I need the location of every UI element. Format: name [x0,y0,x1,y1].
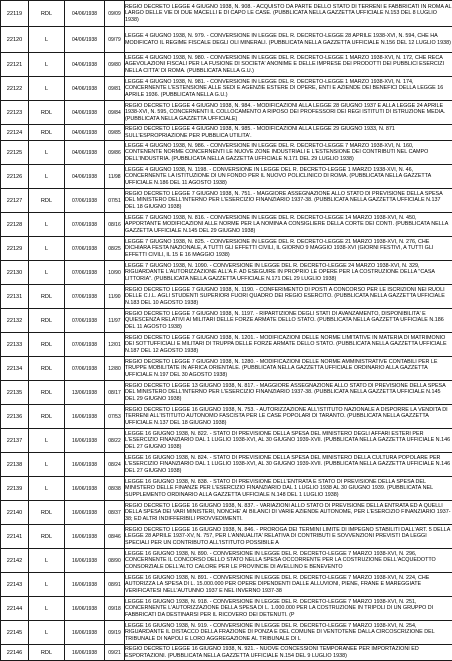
table-row [1,27,452,53]
record-description-text: LEGGE 16 GIUGNO 1938, N. 822. - STATO DI PREVISIONE DELLA SPESA DEL MINISTERO DEGLI AFFARI ESTERI PER L'ESERCIZIO FINANZIARIO DAL 1 LUGLIO 1938-XVI, AL 30 GIUGNO 1939-XVII. (PUBBLICATA NELLA GAZZETTA UFFICIALE N.146 DEL 27 GIUGNO 1938) [125,431,452,451]
record-type: RDL [29,357,65,381]
table-row [1,309,452,333]
record-description [125,285,452,309]
record-number: 22121 [1,53,29,77]
record-description-text: LEGGE 16 GIUGNO 1938, N. 891. - CONVERSIONE IN LEGGE DEL R. DECRETO-LEGGE 7 MARZO 1938-XVI, N. 224, CHE AUTORIZZA LA SPESA DI L. 15.000.000 PER OPERE DIPENDENTI DALLE ALLUVIONI, PIENE, FRANE E MAREGGIATE VERIFICATESI NELL'AUTUNNO 1937 E NEL INVERNO 1937-38 [125,575,452,595]
record-type: L [29,213,65,237]
record-date: 04/06/1938 [65,1,105,27]
record-description-text: LEGGE 4 GIUGNO 1938, N. 980. - CONVERSIONE IN LEGGE DEL R. DECRETO-LEGGE 1 MARZO 1938-XVI, N. 172, CHE RECA AGEVOLAZIONI FISCALI PER LA FUSIONE DI SOCIETA' ANONIME E DELLE IMPRESE DEI PRODOTTI DEI PUBBLICI ESERCIZI NELLA CITTA' DI ROMA. (PUBBLICATA NELLA G.U.) [125,55,452,75]
table-row [1,357,452,381]
record-type: RDL [29,101,65,125]
record-code: 08/25 [105,237,125,261]
record-date: 04/06/1938 [65,101,105,125]
record-code: 09/18 [105,597,125,621]
record-type: RDL [29,333,65,357]
record-description-text: REGIO DECRETO LEGGE 4 GIUGNO 1938, N. 908. - ACQUISTO DA PARTE DELLO STATO DI TERRENI E FABBRICATI IN ROMA AL LARGO DELLE VIE DI DUE MACELLI E DI CAPO LE CASE. (PUBBLICATA NELLA GAZZETTA UFFICIALE N.153 DEL 8 LUGLIO 1938) [125,4,452,24]
record-description [125,381,452,405]
record-number: 22127 [1,189,29,213]
table-row [1,125,452,141]
record-code: 09/86 [105,141,125,165]
record-number: 22141 [1,525,29,549]
record-code: 08/22 [105,429,125,453]
record-type: L [29,549,65,573]
record-description-text: REGIO DECRETO LEGGE 16 GIUGNO 1938, N. 837. - VARIAZIONI ALLO STATO DI PREVISIONE DELLA ENTRATA ED A QUELLI DELLA SPESA DEI VARI MINISTERI, NONCHE' AI BILANCI DI VARIE AZIENDE AUTONOME, PER L'ESERCIZIO FINANZIARIO 1937-38; ED ALTRI INDIFFERIBILI PROVVEDIMENTI. [125,503,452,523]
record-date: 16/06/1938 [65,549,105,573]
record-number: 22124 [1,125,29,141]
table-row [1,261,452,285]
record-description-text: REGIO DECRETO LEGGE 7 GIUGNO 1938, N. 1280. - MODIFICAZIONI DELLE NORME AMMINISTRATIVE CONTABILI PER LE TRUPPE MOBILITATE IN AFRICA ORIENTALE. (PUBBLICATA NELLA GAZZETTA UFFICIALE ORDINARIO ALLA GAZZETTA UFFICIALE N.197 DEL 30 AGOSTO 1938) [125,359,452,379]
record-description-text: LEGGE 16 GIUGNO 1938, N. 918. - CONVERSIONE IN LEGGE DEL R. DECRETO-LEGGE 7 MARZO 1938-XVI, N. 251, CONCERNENTE L'AUTORIZZAZIONE DELLA SPESA DI L. 1.000.000 PER LA COSTRUZIONE IN TRIPOLI DI UN GRUPPO DI FABBRICATI DA DESTINARSI PER IL RICOVERO DEI DETENUTI. (P [125,599,452,619]
record-description-text: REGIO DECRETO LEGGE 7 GIUGNO 1938, N. 1201. - MODIFICAZIONI DELLE NORME LIMITATIVE IN MATERIA DI MATRIMONIO DEI SOTTUFFICIALI E MILITARI DI TRUPPA DELLE FORZE ARMATE DELLO STATO. (PUBBLICATA NELLA GAZZETTA UFFICIALE N.187 DEL 12 AGOSTO 1938) [125,335,452,355]
record-description-text: REGIO DECRETO LEGGE 7 GIUGNO 1938, N. 1197. - RIPARTIZIONE DEGLI STATI DI AVANZAMENTO, DISPONIBILITA' E QUIESCENZA RELATIVI AI MILITARI DELLE FORZE ARMATE DELLO STATO. (PUBBLICATA NELLA GAZZETTA UFFICIALE N.186 DEL 11 AGOSTO 1938) [125,311,452,331]
record-description [125,77,452,101]
table-row [1,477,452,501]
table-row [1,77,452,101]
record-description [125,237,452,261]
record-date: 04/06/1938 [65,125,105,141]
record-type: RDL [29,125,65,141]
record-type: L [29,597,65,621]
record-type: L [29,237,65,261]
record-date: 04/06/1938 [65,27,105,53]
record-description [125,27,452,53]
table-row [1,645,452,661]
record-description [125,621,452,645]
record-description [125,597,452,621]
record-code: 08/16 [105,213,125,237]
record-date: 16/06/1938 [65,573,105,597]
record-date: 16/06/1938 [65,525,105,549]
record-date: 07/06/1938 [65,285,105,309]
record-date: 16/06/1938 [65,453,105,477]
record-description [125,213,452,237]
record-description-text: REGIO DECRETO LEGGE 7 GIUGNO 1938, N. 1190. - CONFERIMENTO DI POSTI A CONCORSO PER LE ISCRIZIONI NEI RUOLI DELLE C.I.L. AGLI STUDENTI SUPERIORI FUORI QUADRO DEI REGIO ESERCITO. (PUBBLICATA NELLA GAZZETTA UFFICIALE N.183 DEL 10 AGOSTO 1938) [125,287,452,307]
record-description [125,477,452,501]
record-date: 07/06/1938 [65,189,105,213]
table-row [1,101,452,125]
record-number: 22146 [1,645,29,661]
record-description [125,501,452,525]
record-date: 16/06/1938 [65,501,105,525]
record-description [125,101,452,125]
record-description [125,357,452,381]
record-description-text: REGIO DECRETO LEGGE 7 GIUGNO 1938, N. 751. - MAGGIORE ASSEGNAZIONE ALLO STATO DI PREVISIONE DELLA SPESA DEL MINISTERO DELL'INTERNO PER L'ESERCIZIO FINANZIARIO 1937-38. (PUBBLICATA NELLA GAZZETTA UFFICIALE N.137 DEL 18 GIUGNO 1938) [125,191,452,211]
table-row [1,573,452,597]
table-row [1,189,452,213]
record-code: 12/01 [105,333,125,357]
record-description-text: LEGGE 16 GIUGNO 1938, N. 824. - STATO DI PREVISIONE DELLA SPESA DEL MINISTERO DELLA CULTURA POPOLARE PER L'ESERCIZIO FINANZIARIO DAL 1 LUGLIO 1938-XVI, AL 30 GIUGNO 1939-XVII. (PUBBLICATA NELLA GAZZETTA UFFICIALE N.146 DEL 27 GIUGNO 1938) [125,455,452,475]
record-type: RDL [29,645,65,661]
record-description-text: LEGGE 4 GIUGNO 1938, N. 981. - CONVERSIONE IN LEGGE DEL R. DECRETO-LEGGE 1 MARZO 1938-XVI, N. 174, CONCERNENTE L'ESTENSIONE ALLE SEDI E AGENZIE ESTERE DI OPERE, ENTI E AZIENDE DEI BENEFICI DELLA LEGGE 16 APRILE 1936. (PUBBLICATA NELLA G.U.) [125,79,452,99]
record-description [125,189,452,213]
record-description-text: LEGGE 4 GIUGNO 1938, N. 979. - CONVERSIONE IN LEGGE DEL R. DECRETO-LEGGE 28 APRILE 1938-XVI, N. 594, CHE HA MODIFICATO IL REGIME FISCALE DEGLI OLI MINERALI. (PUBBLICATA NELLA GAZZETTA UFFICIALE N.156 DEL 12 LUGLIO 1938) [125,33,452,46]
record-number: 22137 [1,429,29,453]
record-number: 22125 [1,141,29,165]
record-number: 22120 [1,27,29,53]
record-number: 22122 [1,77,29,101]
record-type: L [29,165,65,189]
record-type: RDL [29,285,65,309]
record-description-text: REGIO DECRETO LEGGE 16 GIUGNO 1938, N. 753. - AUTORIZZAZIONE ALL'ISTITUTO NAZIONALE A DISPORRE LA VENDITA DI TERRENI ALL'ISTITUTO AUTONOMO FASCISTA PER LE CASE POPOLARI DI TARANTO. (PUBBLICATA NELLA GAZZETTA UFFICIALE N.137 DEL 18 GIUGNO 1938) [125,407,452,427]
record-type: L [29,429,65,453]
record-description [125,141,452,165]
record-type: L [29,53,65,77]
record-code: 07/53 [105,405,125,429]
record-number: 22133 [1,333,29,357]
record-date: 16/06/1938 [65,405,105,429]
record-date: 07/06/1938 [65,237,105,261]
record-description [125,333,452,357]
record-description-text: LEGGE 7 GIUGNO 1938, N. 1090. - CONVERSIONE IN LEGGE DEL R. DECRETO-LEGGE 24 MARZO 1938-XVI, N. 329, RIGUARDANTE L'AUTORIZZAZIONE ALL'A.F. AD ESEGUIRE IN PROPRIO LE OPERE PER LA COSTRUZIONE DELLA "CASA LITTORIA". (PUBBLICATA NELLA GAZZETTA UFFICIALE N.171 DEL 29 LUGLIO 1938) [125,263,452,283]
record-type: L [29,573,65,597]
record-description-text: LEGGE 4 GIUGNO 1938, N. 986. - CONVERSIONE IN LEGGE DEL R. DECRETO-LEGGE 7 MARZO 1938-XVI, N. 160, CONTENENTE NORME CONCERNENTI LE NUOVE ZONE INDUSTRIALI E L'ESTENSIONE DEI CONTRIBUTI NEL CAMPO DELL'INDUSTRIA. (PUBBLICATA NELLA GAZZETTA UFFICIALE N.171 DEL 29 LUGLIO 1938) [125,143,452,163]
table-row [1,453,452,477]
record-code: 09/09 [105,1,125,27]
record-date: 04/06/1938 [65,53,105,77]
record-description [125,429,452,453]
record-number: 22128 [1,213,29,237]
table-row [1,501,452,525]
record-date: 04/06/1938 [65,77,105,101]
record-code: 08/91 [105,573,125,597]
record-number: 22135 [1,381,29,405]
record-number: 22140 [1,501,29,525]
record-type: L [29,77,65,101]
record-code: 08/90 [105,549,125,573]
record-code: 09/81 [105,77,125,101]
record-date: 16/06/1938 [65,429,105,453]
record-code: 09/85 [105,125,125,141]
record-code: 08/17 [105,381,125,405]
record-type: RDL [29,381,65,405]
record-description [125,261,452,285]
record-description [125,549,452,573]
record-type: RDL [29,1,65,27]
table-row [1,53,452,77]
record-type: RDL [29,501,65,525]
record-description-text: LEGGE 4 GIUGNO 1938, N. 1198. - CONVERSIONE IN LEGGE DEL R. DECRETO-LEGGE 1 MARZO 1938-XVI, N. 46, CONCERNENTE LA ISTITUZIONE DI UN FONDO PER IL NUOVO POLICLINICO DI ROMA. (PUBBLICATA NELLA GAZZETTA UFFICIALE N.186 DEL 11 AGOSTO 1938) [125,167,452,187]
record-code: 09/19 [105,621,125,645]
record-date: 13/06/1938 [65,381,105,405]
record-type: RDL [29,525,65,549]
record-description-text: REGIO DECRETO LEGGE 4 GIUGNO 1938, N. 985. - MODIFICAZIONI ALLA LEGGE 29 GIUGNO 1933, N. 871 SULL'ESPROPRIAZIONE PER PUBBLICA UTILITA'. [125,126,452,139]
record-description-text: REGIO DECRETO LEGGE 4 GIUGNO 1938, N. 984. - MODIFICAZIONI ALLA LEGGE 28 GIUGNO 1937 E ALLA LEGGE 24 APRILE 1938-XVI, N. 595, CONCERNENTI IL COLLOCAMENTO A RIPOSO DEI PROFESSORI DEI REGI ISTITUTI DI ISTRUZIONE MEDIA. (PUBBLICATA NELLA GAZZETTA UFFICIALE) [125,103,452,123]
record-description-text: REGIO DECRETO LEGGE 16 GIUGNO 1938, N. 846. - PROROGA DEI TERMINI LIMITE DI IMPEGNO STABILITI DALL'ART. 5 DELLA LEGGE 28 APRILE 1937-XV, N. 757, PER L'ANNUALITA' RELATIVA DI CONTRIBUTI E SOVVENZIONI PREVISTI DA LEGGI SPECIALI PER UN CONTRIBUTO ALL'ISTITUTO POSSIBILE A [125,527,452,547]
record-code: 08/46 [105,525,125,549]
record-date: 16/06/1938 [65,621,105,645]
record-date: 07/06/1938 [65,357,105,381]
record-type: L [29,621,65,645]
record-description-text: REGIO DECRETO LEGGE 13 GIUGNO 1938, N. 817. - MAGGIORE ASSEGNAZIONE ALLO STATO DI PREVISIONE DELLA SPESA DEL MINISTERO DELL'INTERNO PER L'ESERCIZIO FINANZIARIO 1937-38. (PUBBLICATA NELLA GAZZETTA UFFICIALE N.145 DEL 29 GIUGNO 1938) [125,383,452,403]
table-row [1,549,452,573]
record-code: 12/80 [105,357,125,381]
record-number: 22132 [1,309,29,333]
record-description [125,525,452,549]
record-description [125,405,452,429]
record-date: 16/06/1938 [65,597,105,621]
record-type: L [29,261,65,285]
record-date: 07/06/1938 [65,333,105,357]
record-number: 22129 [1,237,29,261]
register-body [1,1,452,661]
record-code: 10/90 [105,261,125,285]
record-number: 22136 [1,405,29,429]
record-description [125,125,452,141]
table-row [1,165,452,189]
record-date: 04/06/1938 [65,141,105,165]
record-date: 04/06/1938 [65,165,105,189]
record-number: 22145 [1,621,29,645]
record-code: 09/21 [105,645,125,661]
record-type: RDL [29,309,65,333]
record-description [125,1,452,27]
record-number: 22139 [1,477,29,501]
record-number: 22131 [1,285,29,309]
record-code: 09/80 [105,53,125,77]
record-description [125,165,452,189]
table-row [1,429,452,453]
record-description [125,53,452,77]
record-number: 22142 [1,549,29,573]
record-date: 16/06/1938 [65,477,105,501]
record-number: 22138 [1,453,29,477]
record-number: 22130 [1,261,29,285]
record-type: L [29,27,65,53]
record-description-text: LEGGE 7 GIUGNO 1938, N. 816. - CONVERSIONE IN LEGGE DEL R. DECRETO-LEGGE 14 MARZO 1938-XVI, N. 450, APPORTANTE MODIFICAZIONI ALLE NORME PER LA NOMINA A CONSIGLIERE DELLA CORTE DEI CONTI. (PUBBLICATA NELLA GAZZETTA UFFICIALE N.145 DEL 29 GIUGNO 1938) [125,215,452,235]
table-row [1,333,452,357]
record-code: 11/90 [105,285,125,309]
table-row [1,141,452,165]
record-type: L [29,453,65,477]
record-type: RDL [29,189,65,213]
record-code: 11/98 [105,165,125,189]
table-row [1,405,452,429]
record-type: L [29,477,65,501]
record-date: 07/06/1938 [65,261,105,285]
table-row [1,285,452,309]
record-number: 22123 [1,101,29,125]
record-description-text: LEGGE 16 GIUGNO 1938, N. 919. - CONVERSIONE IN LEGGE DEL R. DECRETO-LEGGE 7 MARZO 1938-XVI, N. 254, RIGUARDANTE IL DISTACCO DELLA FRAZIONE DI PONZA E DEL COMUNE DI VENTOTENE DALLA CIRCOSCRIZIONE DEL TRIBUNALE DI NAPOLI E LORO AGGREGAZIONE AL TRIBUNALE DI L [125,623,452,643]
record-description [125,309,452,333]
record-type: L [29,141,65,165]
record-number: 22126 [1,165,29,189]
record-code: 08/37 [105,501,125,525]
record-code: 11/97 [105,309,125,333]
table-row [1,237,452,261]
table-row [1,597,452,621]
record-type: RDL [29,405,65,429]
record-description [125,645,452,661]
record-description-text: LEGGE 16 GIUGNO 1938, N. 838. - STATO DI PREVISIONE DELL'ENTRATA E STATO DI PREVISIONE DELLA SPESA DEL MINISTERO DELLE FINANZE PER L'ESERCIZIO FINANZIARIO DAL 1 LUGLIO 1938 AL 30 GIUGNO 1939. (PUBBLICATA NEL SUPPLEMENTO ORDINARIO ALLA GAZZETTA UFFICIALE N.148 DEL 1 LUGLIO 1938) [125,479,452,499]
record-date: 07/06/1938 [65,213,105,237]
record-number: 22119 [1,1,29,27]
record-code: 08/24 [105,453,125,477]
record-number: 22143 [1,573,29,597]
table-row [1,621,452,645]
record-code: 07/51 [105,189,125,213]
table-row [1,525,452,549]
record-description-text: LEGGE 7 GIUGNO 1938, N. 825. - CONVERSIONE IN LEGGE DEL R. DECRETO-LEGGE 21 MARZO 1938-XVI, N. 276, CHE DICHIARA FESTA NAZIONALE, A TUTTI GLI EFFETTI CIVILI, IL GIORNO 9 MAGGIO 1938-XVI (GIORNI FESTIVI, A TUTTI GLI EFFETTI CIVILI, IL 15 E 16 MAGGIO 1938) [125,239,452,259]
record-code: 09/79 [105,27,125,53]
record-date: 16/06/1938 [65,645,105,661]
record-description-text: LEGGE 16 GIUGNO 1938, N. 890. - CONVERSIONE IN LEGGE DEL R. DECRETO-LEGGE 7 MARZO 1938-XVI, N. 296, CONCERNENTE IL CONCORSO DELLO STATO NELLA SPESA OCCORRENTE PER LA COSTRUZIONE DELL'ACQUEDOTTO CONSORZIALE DELL'ALTO CALORE PER LE PROVINCIE DI AVELLINO E BENEVENTO [125,551,452,571]
record-number: 22134 [1,357,29,381]
record-description [125,453,452,477]
record-description-text: REGIO DECRETO LEGGE 16 GIUGNO 1938, N. 921. - NUOVE CONCESSIONI TEMPORANEE PER IMPORTAZIONI ED ESPORTAZIONI. (PUBBLICATA NELLA GAZZETTA UFFICIALE N.154 DEL 9 LUGLIO 1938) [125,646,452,659]
record-date: 07/06/1938 [65,309,105,333]
table-row [1,213,452,237]
table-row [1,1,452,27]
record-code: 08/38 [105,477,125,501]
record-number: 22144 [1,597,29,621]
record-code: 09/84 [105,101,125,125]
table-row [1,381,452,405]
record-description [125,573,452,597]
